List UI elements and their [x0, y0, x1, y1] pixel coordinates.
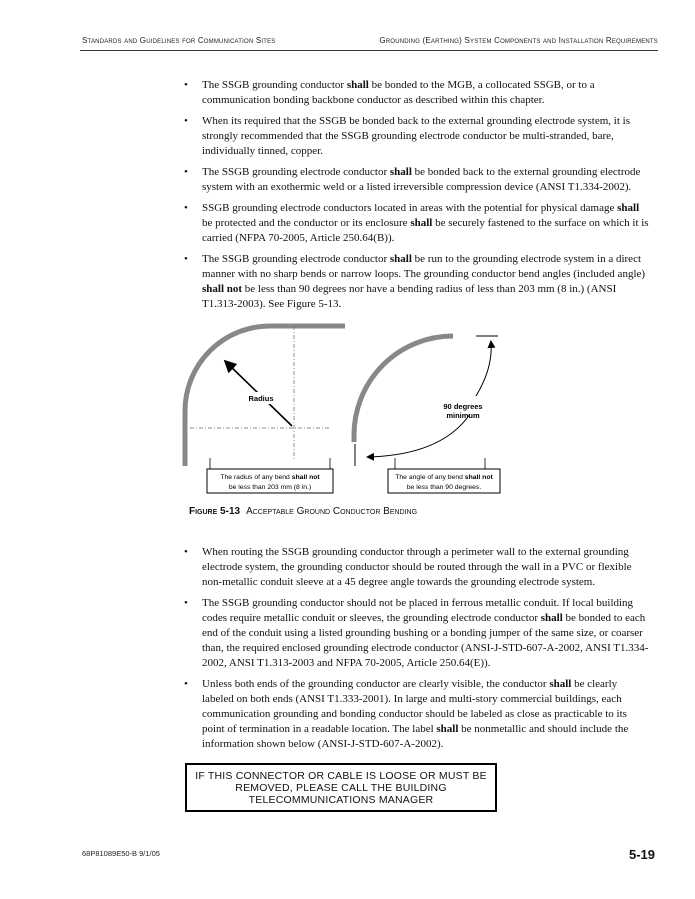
header-left-title: Standards and Guidelines for Communication Sites	[82, 36, 276, 45]
bullet-item	[180, 165, 650, 195]
note-box-angle-line2: be less than 90 degrees.	[406, 484, 482, 491]
bullet-text: be run to the grounding electrode system in a direct manner with no sharp bends or narrow loops. The grounding conductor bend angles (included angle)	[202, 253, 646, 280]
bullet-text: be securely fastened to the surface on which it is carried (NFPA 70-2005, Article 250.64(B)).	[202, 217, 649, 244]
figure-caption-title: Acceptable Ground Conductor Bending	[246, 506, 418, 517]
bullet-emphasis: shall	[389, 253, 412, 265]
bullet-dot-icon: •	[184, 79, 188, 91]
angle-label-line1: 90 degrees	[443, 402, 483, 411]
note-box-radius-line1: The radius of any bend shall not	[220, 474, 320, 481]
warning-label-box	[185, 763, 497, 812]
bullet-dot-icon: •	[184, 597, 188, 609]
bullet-emphasis: shall	[617, 202, 640, 214]
bullet-text: be protected and the conductor or its enclosure	[202, 217, 411, 229]
bullet-emphasis: shall	[549, 678, 572, 690]
figure-caption	[189, 506, 417, 517]
bullet-text: be nonmetallic and should include the information shown below (ANSI-J-STD-607-A-2002).	[202, 723, 629, 750]
bullet-dot-icon: •	[184, 115, 188, 127]
bullet-emphasis: shall	[410, 217, 433, 229]
bullet-item	[180, 201, 650, 246]
bullet-dot-icon: •	[184, 678, 188, 690]
bullet-text: The SSGB grounding conductor	[202, 79, 347, 91]
header-rule	[80, 50, 658, 51]
bullet-text: The SSGB grounding electrode conductor	[202, 253, 390, 265]
bullet-dot-icon: •	[184, 166, 188, 178]
bullet-item	[180, 677, 650, 752]
figure-caption-number: Figure 5-13	[189, 506, 241, 517]
bullet-emphasis: shall	[346, 79, 369, 91]
bullet-dot-icon: •	[184, 546, 188, 558]
footer-doc-id: 68P81089E50-B 9/1/05	[82, 849, 160, 858]
bullet-dot-icon: •	[184, 253, 188, 265]
header-right-title: Grounding (Earthing) System Components and Installation Requirements	[379, 36, 658, 45]
warning-label-line2: REMOVED, PLEASE CALL THE BUILDING	[235, 782, 447, 794]
bullet-emphasis: shall	[389, 166, 412, 178]
bullet-text: be less than 90 degrees nor have a bending radius of less than 203 mm (8 in.) (ANSI T1.313-2003). See Figure 5-13.	[202, 283, 617, 310]
bullet-emphasis: shall not	[202, 283, 243, 295]
bullet-text: Unless both ends of the grounding conductor are clearly visible, the conductor	[202, 678, 550, 690]
bullet-text: be clearly labeled on both ends (ANSI T1.333-2001). In large and multi-story commercial buildings, each communication grounding and bonding conductor should be labeled as close as practicable to its point of termination in a readable location. The label	[202, 678, 627, 735]
bullet-list-bottom	[180, 545, 650, 758]
bullet-text: SSGB grounding electrode conductors located in areas with the potential for physical damage	[202, 202, 618, 214]
bullet-text: be bonded to each end of the conduit using a listed grounding bushing or a bonding jumper of the same size, or coarser than, the required enclosed grounding electrode conductor (ANSI-J-STD-607-A-2002, ANSI T1.334-2002, ANSI T1.313-2003 and NFPA 70-2005, Article 250.64(E)).	[202, 612, 649, 669]
warning-label-line1: IF THIS CONNECTOR OR CABLE IS LOOSE OR MUST BE	[195, 770, 487, 782]
angle-arrow-upper	[476, 342, 491, 396]
bullet-text: be bonded back to the external grounding electrode system with an exothermic weld or a listed irreversible compression device (ANSI T1.334-2002).	[202, 166, 641, 193]
bullet-item	[180, 596, 650, 671]
note-box-angle-line1: The angle of any bend shall not	[395, 474, 493, 481]
bullet-text: be bonded to the MGB, a collocated SSGB, or to a communication bonding backbone conductor as described within this chapter.	[202, 79, 595, 106]
note-box-radius-line2: be less than 203 mm (8 in.)	[228, 484, 312, 491]
bending-figure	[180, 316, 510, 506]
bend-conductor-right	[354, 336, 453, 442]
bullet-emphasis: shall	[540, 612, 563, 624]
bullet-text: When its required that the SSGB be bonded back to the external grounding electrode system, it is strongly recommended that the SSGB grounding electrode conductor be multi-stranded, bare, individually tinned, copper.	[202, 115, 630, 157]
bullet-text: The SSGB grounding conductor should not be placed in ferrous metallic conduit. If local building codes require metallic conduit or sleeves, the grounding electrode conductor	[202, 597, 634, 624]
angle-label-line2: minimum	[446, 411, 480, 420]
radius-label: Radius	[248, 394, 274, 403]
bullet-text: The SSGB grounding electrode conductor	[202, 166, 390, 178]
bullet-emphasis: shall	[436, 723, 459, 735]
bullet-dot-icon: •	[184, 202, 188, 214]
bullet-item	[180, 252, 650, 312]
bullet-text: When routing the SSGB grounding conductor through a perimeter wall to the external grounding electrode system, the grounding conductor should be routed through the wall in a PVC or flexible non-metallic conduit sleeve at a 45 degree angle towards the grounding electrode system.	[202, 546, 632, 588]
bullet-item	[180, 114, 650, 159]
bullet-list-top	[180, 78, 650, 318]
warning-label-line3: TELECOMMUNICATIONS MANAGER	[248, 794, 434, 806]
footer-page-number: 5-19	[628, 847, 655, 862]
angle-arrow-lower	[368, 414, 470, 457]
bullet-item	[180, 78, 650, 108]
bullet-item	[180, 545, 650, 590]
